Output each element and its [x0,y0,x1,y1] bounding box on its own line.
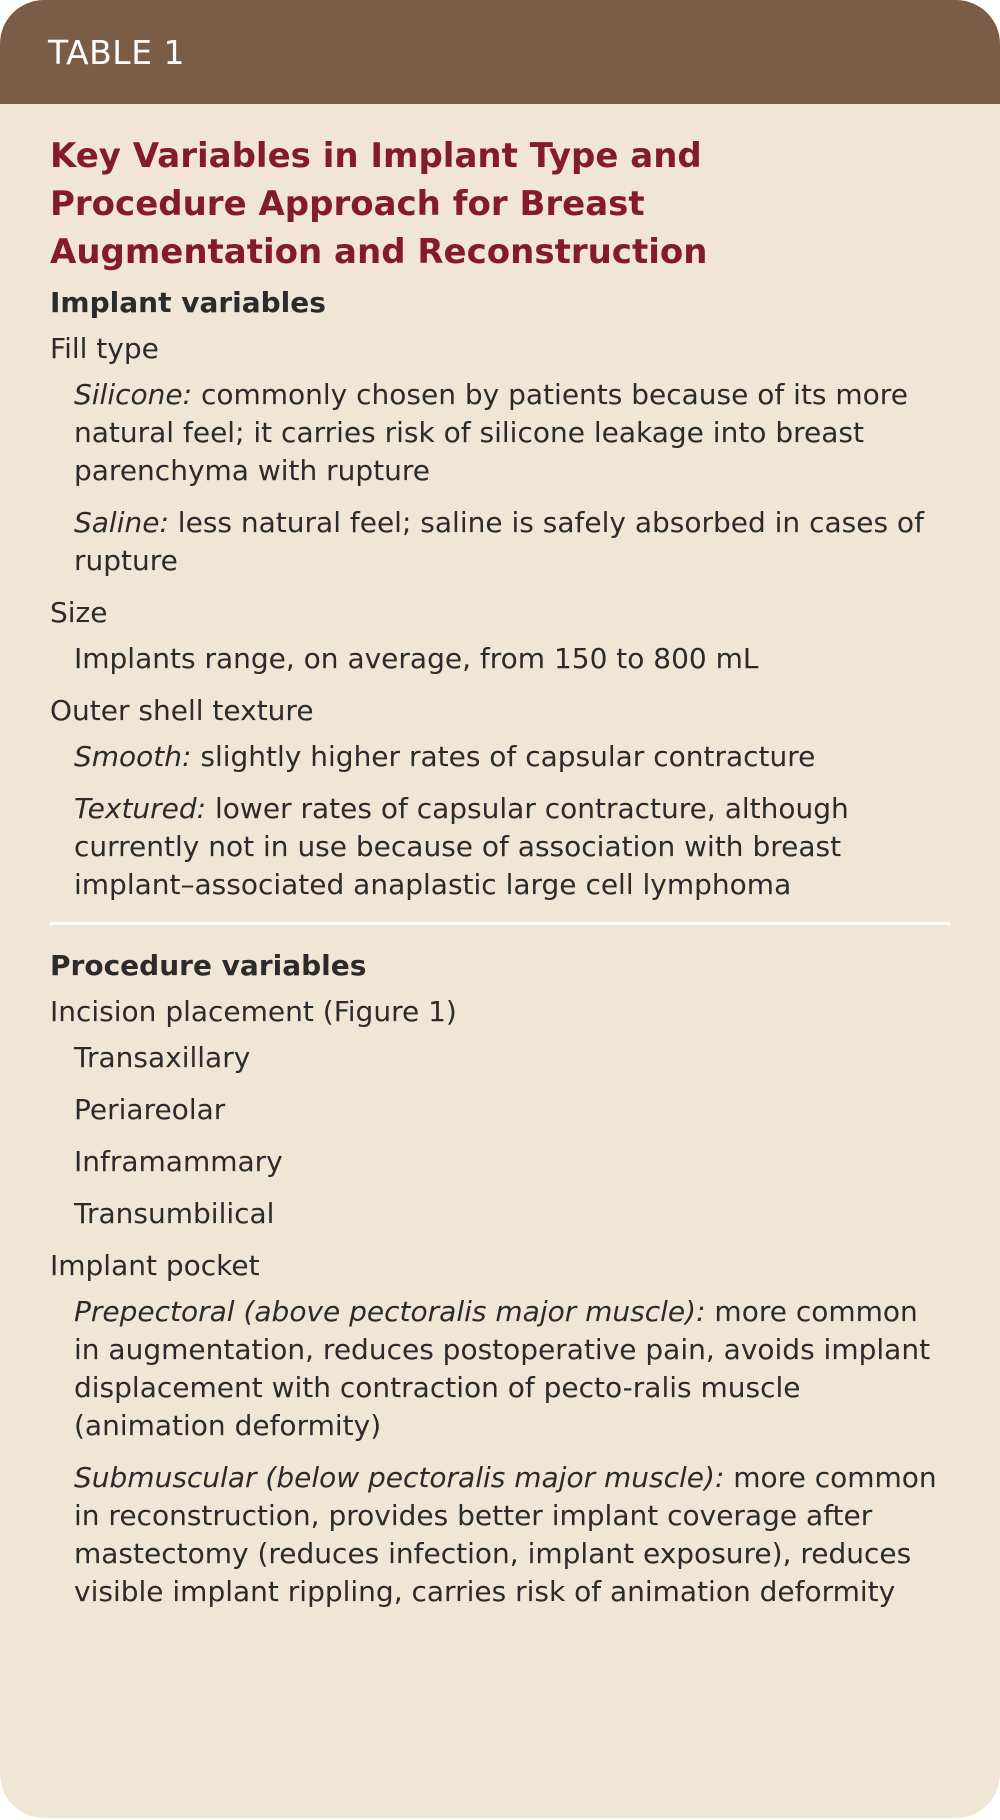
item-size-range: Implants range, on average, from 150 to 800 mL [74,642,759,675]
item-smooth [74,738,950,776]
category-fill-type: Fill type [50,332,159,365]
item-inframammary: Inframammary [74,1145,283,1178]
text-submuscular: more common in reconstruction, provides better implant coverage after mastectomy (reduces infection, implant exposure), reduces visible implant rippling, carries risk of animation deformity [74,1461,937,1608]
category-outer-shell: Outer shell texture [50,694,314,727]
text-prepectoral: more common in augmentation, reduces postoperative pain, avoids implant displacement with contraction of pecto-ralis muscle (animation deformity) [74,1295,931,1442]
implant-variables-section [50,284,950,904]
text-textured: lower rates of capsular contracture, although currently not in use because of association with breast implant–associated anaplastic large cell lymphoma [74,792,849,901]
section-heading-implant: Implant variables [50,286,326,319]
term-saline: Saline: [74,506,169,539]
item-periareolar: Periareolar [74,1093,226,1126]
table-number-label: TABLE 1 [48,32,186,72]
text-smooth: slightly higher rates of capsular contracture [191,740,816,773]
item-transaxillary: Transaxillary [74,1041,251,1074]
item-prepectoral [74,1293,950,1445]
term-submuscular: Submuscular (below pectoralis major muscle): [74,1461,725,1494]
table-header [0,0,1000,104]
text-saline: less natural feel; saline is safely absorbed in cases of rupture [74,506,924,577]
term-smooth: Smooth: [74,740,192,773]
section-heading-procedure: Procedure variables [50,949,367,982]
category-implant-pocket: Implant pocket [50,1249,260,1282]
term-textured: Textured: [74,792,207,825]
item-silicone [74,376,950,490]
item-submuscular [74,1459,950,1611]
item-saline [74,504,950,580]
table-body [0,104,1000,1611]
term-silicone: Silicone: [74,378,193,411]
term-prepectoral: Prepectoral (above pectoralis major muscle): [74,1295,706,1328]
category-incision-placement: Incision placement (Figure 1) [50,995,457,1028]
category-size: Size [50,596,108,629]
text-silicone: commonly chosen by patients because of its more natural feel; it carries risk of silicone leakage into breast parenchyma with rupture [74,378,908,487]
item-transumbilical: Transumbilical [74,1197,275,1230]
item-textured [74,790,950,904]
procedure-variables-section [50,947,950,1611]
section-divider [50,922,950,925]
table-title: Key Variables in Implant Type and Procedure Approach for Breast Augmentation and Reconstruction [50,136,708,272]
